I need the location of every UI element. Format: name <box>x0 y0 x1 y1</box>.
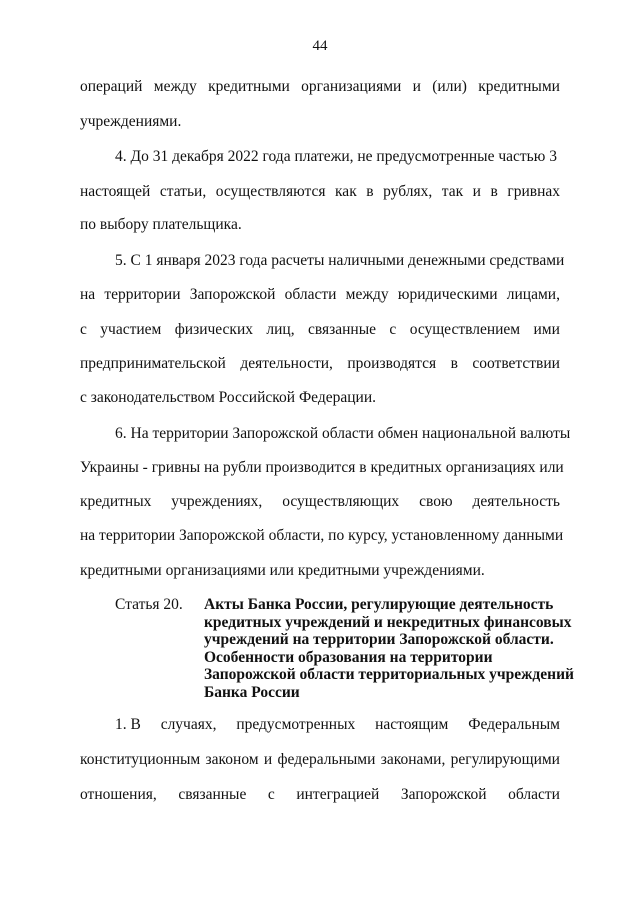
word: между <box>153 78 197 95</box>
word: 5. С 1 января 2023 года расчеты наличными денежными средствами <box>115 252 565 269</box>
word: предпринимательской <box>80 355 226 372</box>
word: с <box>80 321 87 338</box>
word: так <box>441 183 464 200</box>
text-line <box>80 183 560 201</box>
word: юридическими <box>397 286 498 303</box>
word: учреждениях, <box>171 493 263 510</box>
word: интеграцией <box>296 786 380 803</box>
article-label: Статья 20. <box>115 596 183 613</box>
text-line <box>80 786 560 804</box>
word: и <box>412 78 421 95</box>
word: деятельность <box>472 493 560 510</box>
word: физических <box>174 321 254 338</box>
word: гривнах <box>507 183 560 200</box>
article-title <box>204 596 574 701</box>
word: настоящим <box>375 716 449 733</box>
word: кредитными <box>478 78 560 95</box>
word: участием <box>100 321 162 338</box>
word: в <box>450 355 458 372</box>
article-title-line: кредитных учреждений и некредитных финансовых <box>204 613 572 631</box>
word: осуществляются <box>215 183 326 200</box>
article-title-line: учреждений на территории Запорожской области. <box>204 631 554 648</box>
word: статьи, <box>159 183 207 200</box>
paragraph-first-line <box>115 716 560 734</box>
word: 4. До 31 декабря 2022 года платежи, не предусмотренные частью 3 <box>115 148 557 165</box>
paragraph-first-line <box>115 425 571 443</box>
word: лиц, <box>266 321 295 338</box>
text-line: кредитными организациями или кредитными учреждениями. <box>80 562 485 579</box>
word: территории <box>104 286 181 303</box>
text-line <box>80 751 560 769</box>
word: в <box>490 183 498 200</box>
paragraph-first-line <box>115 148 560 166</box>
word: соответствии <box>472 355 560 372</box>
word: на территории Запорожской области, по курсу, установленному данными <box>80 527 564 544</box>
text-line <box>80 286 560 304</box>
word: и <box>472 183 481 200</box>
word: на <box>80 286 96 303</box>
article-title-line: Акты Банка России, регулирующие деятельность <box>204 596 554 613</box>
article-title-line: Особенности образования на территории <box>204 648 493 666</box>
text-line <box>80 78 560 96</box>
word: свою <box>419 493 453 510</box>
text-line <box>80 493 560 511</box>
word: предусмотренных <box>236 716 356 733</box>
word: кредитных <box>80 493 152 510</box>
word: регулирующими <box>450 751 560 768</box>
text-line: с законодательством Российской Федерации. <box>80 389 377 406</box>
text-line <box>80 321 560 339</box>
paragraph-first-line <box>115 252 565 270</box>
word: 1. В <box>115 716 141 733</box>
word: связанные <box>178 786 247 803</box>
word: (или) <box>432 78 467 95</box>
word: с <box>389 321 397 338</box>
word: операций <box>80 78 143 95</box>
word: области <box>508 786 560 803</box>
word: организациями <box>301 78 402 95</box>
word: федеральными <box>277 751 376 768</box>
word: как <box>335 183 357 200</box>
word: 6. На территории Запорожской области обмен национальной валюты <box>115 425 571 442</box>
text-line <box>80 355 560 373</box>
page-number: 44 <box>312 38 328 54</box>
word: конституционным <box>80 751 201 768</box>
word: производятся <box>347 355 437 372</box>
word: лицами, <box>506 286 560 303</box>
word: законами, <box>380 751 446 768</box>
word: настоящей <box>80 183 151 200</box>
text-line <box>80 527 564 545</box>
word: в <box>366 183 374 200</box>
text-line: учреждениями. <box>80 113 182 130</box>
word: кредитными <box>208 78 290 95</box>
word: осуществляющих <box>282 493 400 510</box>
word: случаях, <box>160 716 217 733</box>
text-line <box>80 459 564 477</box>
word: осуществлением <box>409 321 521 338</box>
word: между <box>345 286 389 303</box>
word: и <box>263 751 273 768</box>
word: ими <box>533 321 560 338</box>
word: Украины - гривны на рубли производится в кредитных организациях или <box>80 459 564 476</box>
word: законом <box>205 751 259 768</box>
word: с <box>267 786 275 803</box>
word: отношения, <box>80 786 157 803</box>
article-title-line: Банка России <box>204 683 300 701</box>
article-title-line: Запорожской области территориальных учреждений <box>204 666 574 683</box>
word: деятельности, <box>240 355 333 372</box>
word: области <box>284 286 337 303</box>
word: связанные <box>308 321 377 338</box>
word: рублях, <box>383 183 433 200</box>
word: Запорожской <box>189 286 276 303</box>
word: Запорожской <box>400 786 487 803</box>
text-line: по выбору плательщика. <box>80 216 242 233</box>
word: Федеральным <box>468 716 560 733</box>
